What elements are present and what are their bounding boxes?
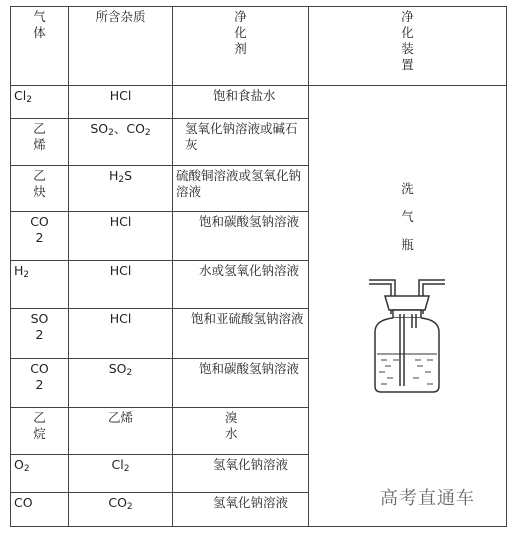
reagent-cell: 饱和碳酸氢钠溶液 [173, 212, 309, 261]
reagent-cell: 溴水 [173, 408, 309, 455]
table-row [11, 86, 507, 119]
header-device: 净 化 装 置 [309, 7, 507, 86]
gas-cell: SO 2 [11, 309, 69, 359]
gas-cell: CO [11, 493, 69, 527]
gas-cell: CO 2 [11, 212, 69, 261]
purification-table [10, 6, 507, 527]
reagent-cell: 水或氢氧化钠溶液 [173, 261, 309, 309]
gas-cell: $O_2$ [11, 455, 69, 493]
impurity-cell: HCl [69, 309, 173, 359]
impurity-cell: $H_2S$ [69, 166, 173, 212]
reagent-cell: 氢氧化钠溶液 [173, 493, 309, 527]
header-reagent: 净 化 剂 [173, 7, 309, 86]
watermark: 高考直通车 [380, 488, 475, 509]
gas-cell: 乙 炔 [11, 166, 69, 212]
impurity-cell: HCl [69, 261, 173, 309]
impurity-cell: $SO_2$ [69, 359, 173, 408]
header-impurity: 所含杂质 [69, 7, 173, 86]
reagent-cell: 氢氧化钠溶液或碱石灰 [173, 119, 309, 166]
impurity-cell: HCl [69, 212, 173, 261]
gas-cell: $H_2$ [11, 261, 69, 309]
reagent-cell: 饱和亚硫酸氢钠溶液 [173, 309, 309, 359]
header-row [11, 7, 507, 86]
gas-cell: $Cl_2$ [11, 86, 69, 119]
impurity-cell: HCl [69, 86, 173, 119]
reagent-cell: 饱和食盐水 [173, 86, 309, 119]
reagent-cell: 饱和碳酸氢钠溶液 [173, 359, 309, 408]
reagent-cell: 氢氧化钠溶液 [173, 455, 309, 493]
impurity-cell: $Cl_2$ [69, 455, 173, 493]
gas-washing-bottle-icon [367, 274, 447, 394]
impurity-cell: 乙烯 [69, 408, 173, 455]
header-gas: 气 体 [11, 7, 69, 86]
gas-cell: 乙 烷 [11, 408, 69, 455]
device-cell [309, 86, 507, 527]
gas-cell: 乙 烯 [11, 119, 69, 166]
device-label: 洗 气 瓶 [401, 181, 414, 252]
impurity-cell: $SO_2$、$CO_2$ [69, 119, 173, 166]
reagent-cell: 硫酸铜溶液或氢氧化钠溶液 [173, 166, 309, 212]
gas-cell: CO 2 [11, 359, 69, 408]
impurity-cell: $CO_2$ [69, 493, 173, 527]
